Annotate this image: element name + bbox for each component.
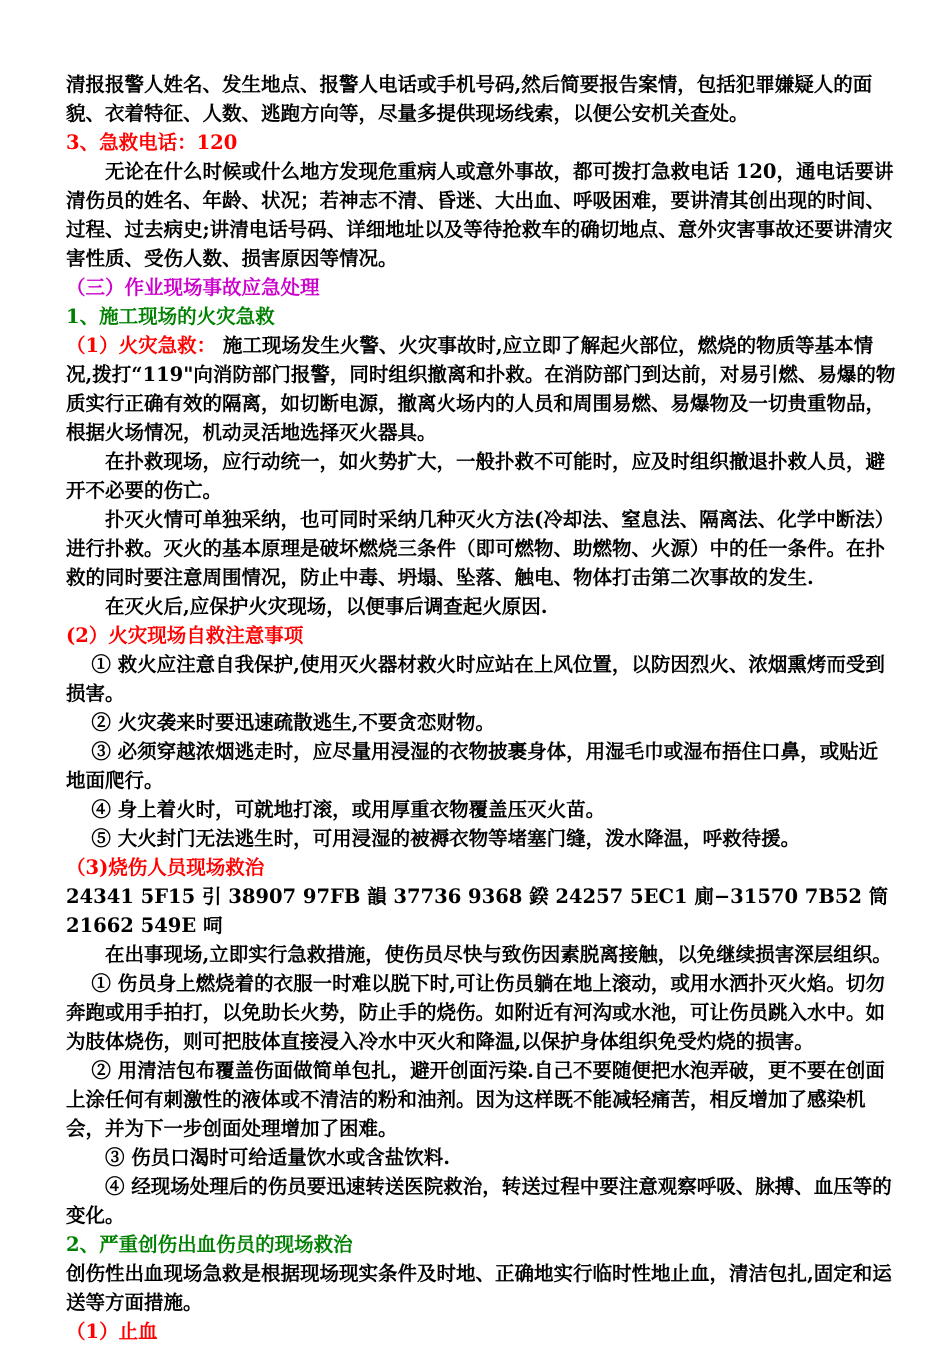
section-heading: （3)烧伤人员现场救治 [66, 856, 265, 879]
paragraph: 无论在什么时候或什么地方发现危重病人或意外事故，都可拨打急救电话 120，通电话要讲清伤员的姓名、年龄、状况；若神志不清、昏迷、大出血、呼吸困难，要讲清其创出现的时间、过程、过去病史;讲清电话号码、详细地址以及等待抢救车的确切地点、意外灾害事故还要讲清灾害性质、受伤人数、损害原因等情况。 [66, 160, 894, 270]
list-item: ⑤ 大火封门无法逃生时，可用浸湿的被褥衣物等堵塞门缝，泼水降温，呼救待援。 [91, 827, 801, 850]
paragraph: 扑灭火情可单独采纳，也可同时采纳几种灭火方法(冷却法、窒息法、隔离法、化学中断法）进行扑救。灭火的基本原理是破坏燃烧三条件（即可燃物、助燃物、火源）中的任一条件。在扑救的同时要注意周围情况，防止中毒、坍塌、坠落、触电、物体打击第二次事故的发生. [66, 508, 895, 589]
paragraph: 在灭火后,应保护火灾现场，以便事后调查起火原因. [105, 595, 548, 618]
section-heading: （1）止血 [66, 1320, 158, 1343]
list-item: ① 伤员身上燃烧着的衣服一时难以脱下时,可让伤员躺在地上滚动，或用水洒扑灭火焰。切勿奔跑或用手拍打，以免助长火势，防止手的烧伤。如附近有河沟或水池，可让伤员跳入水中。如为肢体烧伤，则可把肢体直接浸入冷水中灭火和降温,以保护身体组织免受灼烧的损害。 [66, 972, 886, 1053]
paragraph: 在扑救现场，应行动统一，如火势扩大，一般扑救不可能时，应及时组织撤退扑救人员，避开不必要的伤亡。 [66, 450, 886, 502]
section-heading: 3、急救电话：120 [66, 131, 238, 154]
list-item: ④ 经现场处理后的伤员要迅速转送医院救治，转送过程中要注意观察呼吸、脉搏、血压等的变化。 [66, 1175, 892, 1227]
paragraph-lead: （1）火灾急救： [66, 334, 217, 357]
paragraph: 清报报警人姓名、发生地点、报警人电话或手机号码,然后简要报告案情，包括犯罪嫌疑人的面貌、衣着特征、人数、逃跑方向等，尽量多提供现场线索，以便公安机关查处。 [66, 73, 873, 125]
subsection-heading: 2、严重创伤出血伤员的现场救治 [66, 1233, 353, 1256]
list-item: ③ 伤员口渴时可给适量饮水或含盐饮料. [105, 1146, 451, 1169]
subsection-heading: 1、施工现场的火灾急救 [66, 305, 275, 328]
paragraph-body: 施工现场发生火警、火灾事故时,应立即了解起火部位，燃烧的物质等基本情况,拨打“119"向消防部门报警，同时组织撤离和扑救。在消防部门到达前，对易引燃、易爆的物质实行正确有效的隔离，如切断电源，撤离火场内的人员和周围易燃、易爆物及一切贵重物品，根据火场情况，机动灵活地选择灭火器具。 [66, 334, 896, 444]
paragraph-with-lead [66, 331, 896, 447]
paragraph: 创伤性出血现场急救是根据现场现实条件及时地、正确地实行临时性地止血，清洁包扎,固定和运送等方面措施。 [66, 1262, 892, 1314]
section-heading: (2）火灾现场自救注意事项 [66, 624, 304, 647]
list-item: ② 用清洁包布覆盖伤面做简单包扎，避开创面污染.自己不要随便把水泡弄破，更不要在创面上涂任何有刺激性的液体或不清洁的粉和油剂。因为这样既不能减轻痛苦，相反增加了感染机会，并为下一步创面处理增加了困难。 [66, 1059, 885, 1140]
list-item: ① 救火应注意自我保护,使用灭火器材救火时应站在上风位置，以防因烈火、浓烟熏烤而受到损害。 [66, 653, 885, 705]
list-item: ④ 身上着火时，可就地打滚，或用厚重衣物覆盖压灭火苗。 [91, 798, 606, 821]
paragraph: 24341 5F15 引 38907 97FB 韻 37736 9368 鍨 24257 5EC1 廁−31570 7B52 筒 21662 549E 呞 [66, 885, 889, 937]
paragraph: 在出事现场,立即实行急救措施，使伤员尽快与致伤因素脱离接触，以免继续损害深层组织。 [105, 943, 892, 966]
section-heading: （三）作业现场事故应急处理 [66, 276, 320, 299]
list-item: ③ 必须穿越浓烟逃走时，应尽量用浸湿的衣物披裹身体，用湿毛巾或湿布捂住口鼻，或贴近地面爬行。 [66, 740, 879, 792]
document-page [66, 70, 896, 1346]
list-item: ② 火灾袭来时要迅速疏散逃生,不要贪恋财物。 [91, 711, 495, 734]
